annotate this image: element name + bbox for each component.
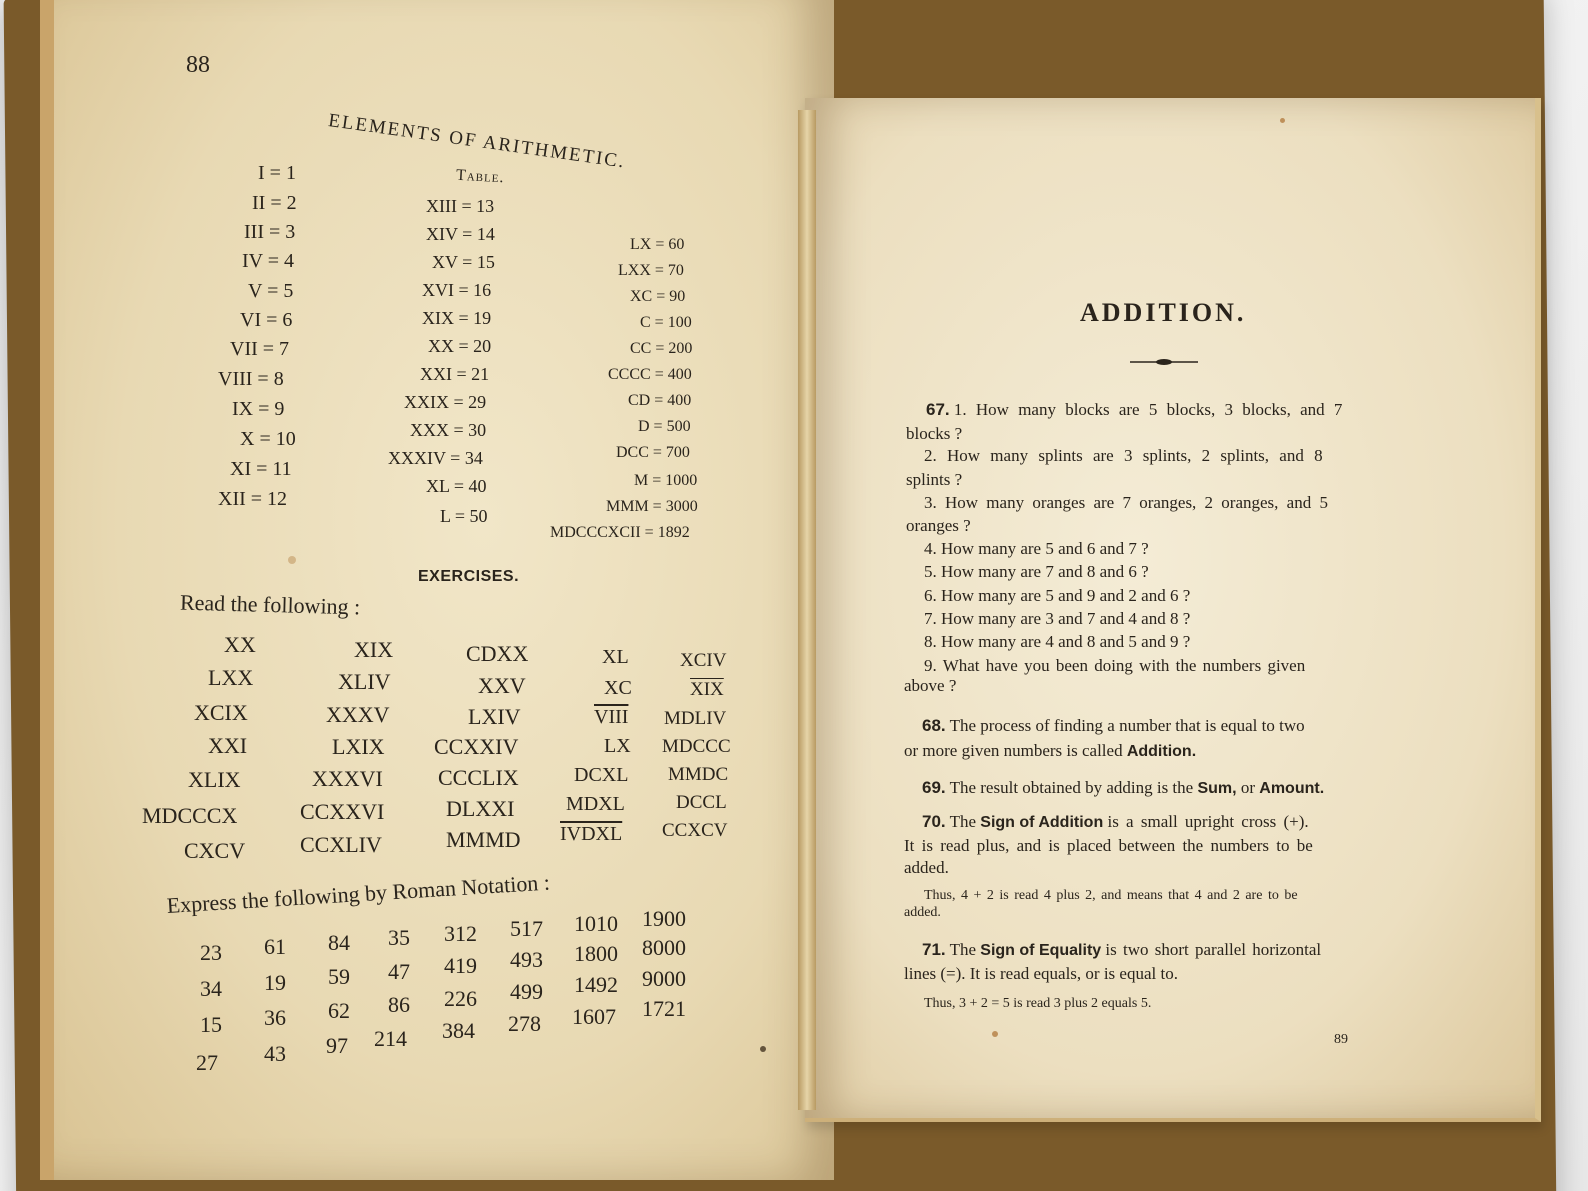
question-line: 2. How many splints are 3 splints, 2 splints, and 8 <box>924 446 1323 465</box>
paragraph-text: The <box>949 812 977 831</box>
question-line: 1. How many blocks are 5 blocks, 3 blocks, and 7 <box>953 400 1343 419</box>
section-number-67: 67. <box>926 400 950 419</box>
read-item: MDCCCX <box>142 803 238 828</box>
express-item: 517 <box>510 916 543 941</box>
paper-stain <box>1280 118 1285 123</box>
table-entry: L = 50 <box>440 506 488 526</box>
read-item: MDLIV <box>664 708 727 729</box>
table-entry: XIV = 14 <box>426 224 495 244</box>
express-item: 1492 <box>574 972 618 997</box>
read-item: XLIV <box>338 669 391 694</box>
section-number-71: 71. <box>922 940 946 959</box>
read-item: DLXXI <box>446 796 515 821</box>
exercises-title: EXERCISES. <box>418 568 520 585</box>
paragraph-text: or more given numbers is called <box>904 741 1123 760</box>
question-line: 3. How many oranges are 7 oranges, 2 oranges, and 5 <box>924 493 1328 512</box>
read-item: IVDXL <box>560 823 623 845</box>
table-entry: II = 2 <box>252 192 297 214</box>
paragraph-text: is two short parallel horizontal <box>1105 940 1322 959</box>
question-line: 8. How many are 4 and 8 and 5 and 9 ? <box>924 632 1191 651</box>
running-head: ELEMENTS OF ARITHMETIC. <box>327 110 627 173</box>
express-item: 1010 <box>574 911 618 936</box>
read-item: XX <box>224 632 256 657</box>
express-item: 59 <box>328 964 350 989</box>
read-item: MMDC <box>668 764 729 785</box>
read-item: LXIX <box>332 734 385 759</box>
paper-stain <box>288 556 296 564</box>
express-item: 34 <box>200 976 222 1001</box>
read-item: DCCL <box>676 792 727 813</box>
paper-stain <box>760 1046 766 1052</box>
question-line: 9. What have you been doing with the numbers given <box>924 656 1306 675</box>
express-item: 43 <box>264 1041 286 1066</box>
note-text: Thus, 4 + 2 is read 4 plus 2, and means that 4 and 2 are to be <box>924 888 1298 903</box>
note-text: added. <box>904 905 941 920</box>
paragraph-text: The result obtained by adding is the <box>949 778 1194 797</box>
express-item: 499 <box>510 979 543 1004</box>
read-item: LX <box>604 735 631 757</box>
paragraph-text: The <box>949 940 977 959</box>
read-item: LXX <box>208 665 254 690</box>
table-entry: LX = 60 <box>630 236 685 253</box>
addition-title: ADDITION. <box>1080 298 1247 327</box>
express-item: 1800 <box>574 941 618 966</box>
table-entry: XIX = 19 <box>422 308 492 328</box>
express-item: 226 <box>444 986 477 1011</box>
table-entry: III = 3 <box>244 221 296 243</box>
section-number-68: 68. <box>922 716 946 735</box>
table-entry: MDCCCXCII = 1892 <box>550 524 690 541</box>
table-entry: IV = 4 <box>242 250 295 272</box>
read-item: LXIV <box>468 704 521 729</box>
table-entry: C = 100 <box>640 314 692 331</box>
paragraph-text: is a small upright cross (+). <box>1107 812 1309 831</box>
table-entry: MMM = 3000 <box>606 498 698 515</box>
express-item: 312 <box>444 921 477 946</box>
express-item: 1607 <box>572 1004 616 1029</box>
express-item: 419 <box>444 953 477 978</box>
table-entry: V = 5 <box>248 280 294 302</box>
section-number-70: 70. <box>922 812 946 831</box>
express-item: 214 <box>374 1026 407 1051</box>
paragraph-text: lines (=). It is read equals, or is equal to. <box>904 964 1178 983</box>
express-item: 35 <box>388 925 410 950</box>
table-entry: CC = 200 <box>630 340 693 357</box>
read-item: XXV <box>478 673 526 698</box>
paragraph-text: The process of finding a number that is equal to two <box>949 716 1305 735</box>
right-page-number: 89 <box>1334 1032 1348 1047</box>
read-item: XXI <box>208 733 248 758</box>
table-entry: VII = 7 <box>230 338 290 360</box>
read-item: MMMD <box>446 827 521 852</box>
table-entry: XIII = 13 <box>426 196 495 216</box>
express-item: 9000 <box>642 966 686 991</box>
express-item: 493 <box>510 947 543 972</box>
express-item: 27 <box>196 1050 218 1075</box>
table-entry: XXXIV = 34 <box>388 448 483 468</box>
read-prompt: Read the following : <box>179 589 361 620</box>
table-title: Table. <box>455 166 505 187</box>
table-entry: XII = 12 <box>218 488 288 510</box>
express-item: 86 <box>388 992 410 1017</box>
read-item: XC <box>604 677 632 699</box>
table-entry: XXIX = 29 <box>404 392 487 412</box>
table-entry: IX = 9 <box>232 398 285 420</box>
table-entry: CD = 400 <box>628 392 692 409</box>
express-item: 36 <box>264 1005 286 1030</box>
question-line: 6. How many are 5 and 9 and 2 and 6 ? <box>924 586 1191 605</box>
question-line: 4. How many are 5 and 6 and 7 ? <box>924 539 1149 558</box>
table-entry: XV = 15 <box>432 252 495 272</box>
read-item: $\overline{XIX}$ <box>690 679 724 700</box>
term-sum: Sum, <box>1197 780 1237 797</box>
table-entry: I = 1 <box>258 162 296 184</box>
table-entry: D = 500 <box>638 418 691 435</box>
question-line: blocks ? <box>906 424 963 443</box>
table-entry: X = 10 <box>240 428 296 450</box>
express-item: 8000 <box>642 935 686 960</box>
read-item: XXXV <box>326 702 390 727</box>
table-entry: XXX = 30 <box>410 420 487 440</box>
paragraph-text: added. <box>904 858 949 877</box>
express-item: 47 <box>388 959 410 984</box>
question-line: splints ? <box>906 470 963 489</box>
read-item: CCXLIV <box>300 832 382 857</box>
read-item: XLIX <box>188 767 241 792</box>
term-sign-of-equality: Sign of Equality <box>980 942 1102 959</box>
express-item: 62 <box>328 998 350 1023</box>
express-item: 15 <box>200 1012 222 1037</box>
term-addition: Addition. <box>1126 743 1197 760</box>
question-line: 5. How many are 7 and 8 and 6 ? <box>924 562 1149 581</box>
express-item: 1721 <box>642 996 686 1021</box>
read-item: CDXX <box>466 641 529 666</box>
read-item: XCIX <box>194 700 248 725</box>
express-item: 384 <box>442 1018 475 1043</box>
read-item: CCXCV <box>662 820 728 841</box>
paragraph-text: It is read plus, and is placed between the numbers to be <box>904 836 1313 855</box>
read-item: XL <box>602 646 629 668</box>
term-sign-of-addition: Sign of Addition <box>980 814 1104 831</box>
table-entry: DCC = 700 <box>616 444 690 461</box>
table-entry: CCCC = 400 <box>608 366 692 383</box>
table-entry: XL = 40 <box>426 476 487 496</box>
table-entry: XC = 90 <box>630 288 686 305</box>
read-item: VIII <box>594 706 629 728</box>
express-item: 278 <box>508 1011 541 1036</box>
read-item: MDXL <box>566 793 625 815</box>
read-item: CCXXVI <box>300 799 385 824</box>
table-entry: M = 1000 <box>634 472 698 489</box>
table-entry: VI = 6 <box>240 309 293 331</box>
read-item: CCXXIV <box>434 734 519 759</box>
table-entry: XI = 11 <box>230 458 292 480</box>
read-item: MDCCC <box>662 736 731 757</box>
paragraph-text: or <box>1240 778 1256 797</box>
question-line: oranges ? <box>906 516 971 535</box>
question-line: above ? <box>904 676 957 695</box>
read-item: DCXL <box>574 764 629 786</box>
table-entry: LXX = 70 <box>618 262 684 279</box>
table-entry: VIII = 8 <box>218 368 284 390</box>
section-number-69: 69. <box>922 778 946 797</box>
read-item: XCIV <box>680 650 727 671</box>
read-item: XIX <box>354 637 394 662</box>
read-item: CCCLIX <box>438 765 519 790</box>
express-item: 23 <box>200 940 222 965</box>
question-line: 7. How many are 3 and 7 and 4 and 8 ? <box>924 609 1191 628</box>
express-item: 19 <box>264 970 286 995</box>
express-item: 84 <box>328 930 350 955</box>
read-item: CXCV <box>184 838 246 863</box>
table-entry: XX = 20 <box>428 336 492 356</box>
paper-stain <box>992 1031 998 1037</box>
table-entry: XXI = 21 <box>420 364 490 384</box>
left-page-number: 88 <box>186 52 210 78</box>
table-entry: XVI = 16 <box>422 280 492 300</box>
express-item: 1900 <box>642 906 686 931</box>
read-item: XXXVI <box>312 766 383 791</box>
express-item: 61 <box>264 934 286 959</box>
express-prompt: Express the following by Roman Notation : <box>166 869 551 918</box>
term-amount: Amount. <box>1259 780 1325 797</box>
note-text: Thus, 3 + 2 = 5 is read 3 plus 2 equals 5. <box>924 996 1152 1011</box>
express-item: 97 <box>326 1033 348 1058</box>
